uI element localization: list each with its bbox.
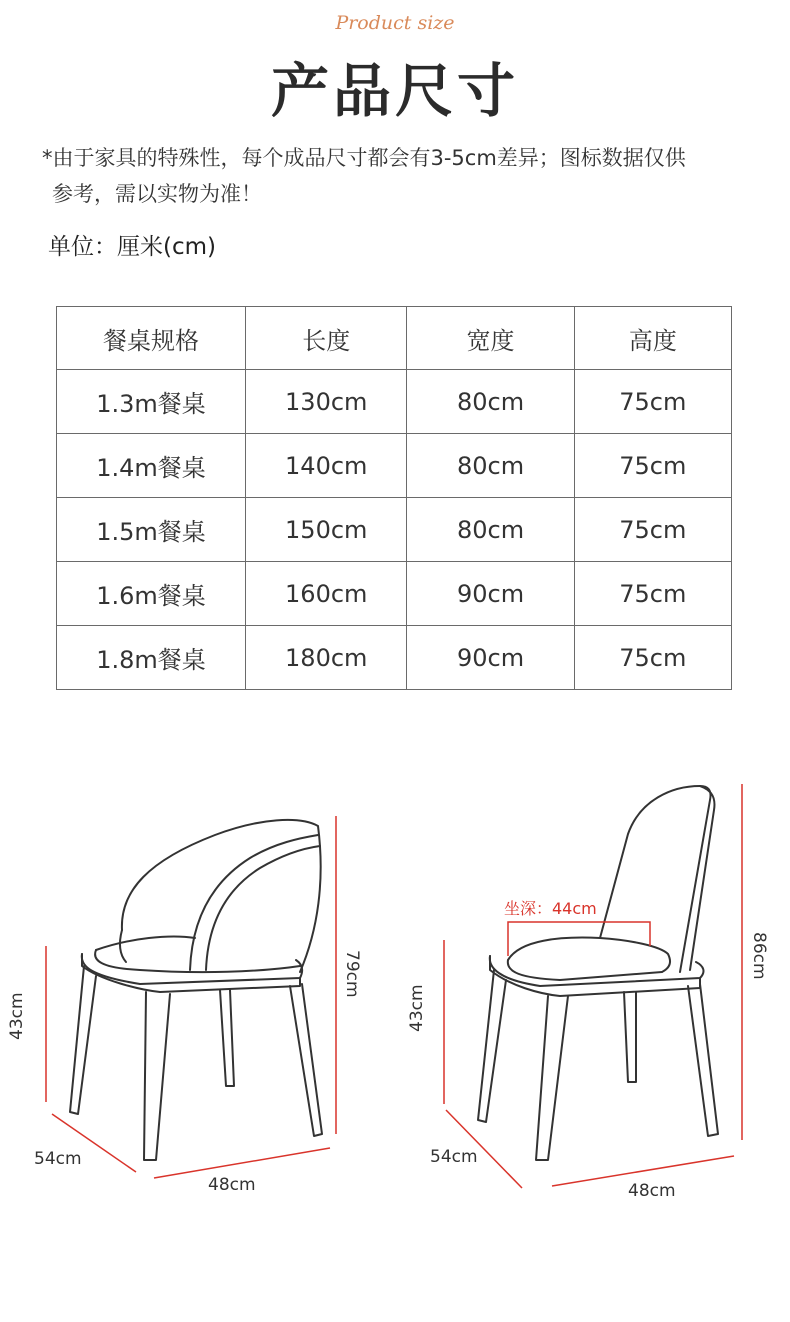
cell-spec: 1.3m餐桌 (57, 370, 246, 434)
size-table (56, 306, 732, 690)
cell-width: 80cm (407, 498, 574, 562)
disclaimer-note (42, 140, 762, 212)
header-spec: 餐桌规格 (57, 307, 246, 370)
header-width: 宽度 (407, 307, 574, 370)
subtitle-english: Product size (335, 12, 455, 34)
side-chair-drawing (478, 786, 718, 1160)
seat-depth-label: 坐深：44cm (504, 899, 597, 918)
table-row (57, 434, 732, 498)
cell-height: 75cm (574, 498, 731, 562)
armchair-width-line (154, 1148, 330, 1178)
table-row (57, 370, 732, 434)
table-row (57, 626, 732, 690)
header-length: 长度 (246, 307, 407, 370)
cell-length: 150cm (246, 498, 407, 562)
armchair-drawing (70, 820, 322, 1160)
armchair-depth-label: 54cm (34, 1149, 82, 1169)
armchair-height-label: 79cm (342, 950, 362, 998)
armchair-width-label: 48cm (208, 1175, 256, 1195)
cell-length: 160cm (246, 562, 407, 626)
unit-label: 单位：厘米(cm) (48, 234, 216, 260)
side-chair-height-label: 86cm (749, 932, 769, 980)
header-height: 高度 (574, 307, 731, 370)
note-line-2: 参考，需以实物为准！ (52, 182, 262, 206)
table-header-row (57, 307, 732, 370)
cell-height: 75cm (574, 562, 731, 626)
cell-width: 80cm (407, 370, 574, 434)
cell-length: 130cm (246, 370, 407, 434)
page-title: 产品尺寸 (270, 57, 519, 125)
note-line-1: *由于家具的特殊性，每个成品尺寸都会有3-5cm差异；图标数据仅供 (42, 146, 686, 170)
cell-width: 90cm (407, 626, 574, 690)
cell-spec: 1.6m餐桌 (57, 562, 246, 626)
armchair-seat-height-label: 43cm (7, 992, 27, 1040)
cell-width: 80cm (407, 434, 574, 498)
cell-spec: 1.5m餐桌 (57, 498, 246, 562)
cell-height: 75cm (574, 626, 731, 690)
cell-width: 90cm (407, 562, 574, 626)
seat-depth-bracket (508, 922, 650, 956)
chair-diagrams (0, 740, 790, 1220)
cell-spec: 1.8m餐桌 (57, 626, 246, 690)
side-chair-depth-label: 54cm (430, 1147, 478, 1167)
cell-height: 75cm (574, 434, 731, 498)
table-row (57, 562, 732, 626)
side-chair-dimensions (444, 784, 742, 1188)
cell-length: 180cm (246, 626, 407, 690)
table-row (57, 498, 732, 562)
cell-height: 75cm (574, 370, 731, 434)
side-chair-width-label: 48cm (628, 1181, 676, 1201)
cell-length: 140cm (246, 434, 407, 498)
cell-spec: 1.4m餐桌 (57, 434, 246, 498)
side-chair-seat-height-label: 43cm (407, 984, 427, 1032)
